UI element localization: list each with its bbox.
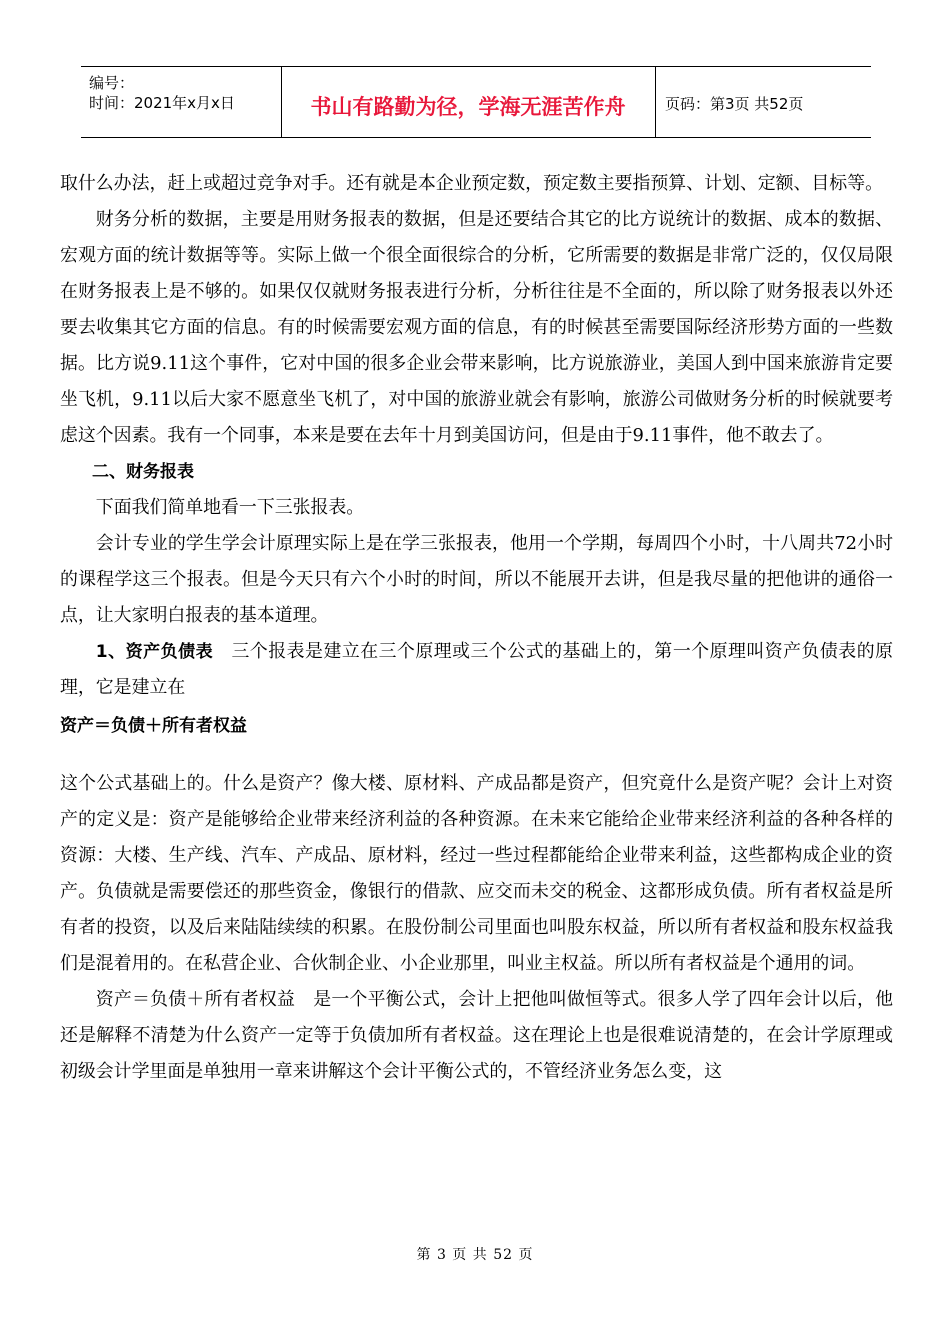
paragraph: 资产＝负债＋所有者权益 是一个平衡公式，会计上把他叫做恒等式。很多人学了四年会计以后，他还是解释不清楚为什么资产一定等于负债加所有者权益。这在理论上也是很难说清楚的，在会计学原理或初级会计学里面是单独用一章来讲解这个会计平衡公式的，不管经济业务怎么变，这 <box>60 989 893 1082</box>
number-label: 编号： <box>89 74 135 92</box>
header-divider <box>655 67 656 137</box>
header-motto: 书山有路勤为径，学海无涯苦作舟 <box>310 95 626 119</box>
paragraph: 取什么办法，赶上或超过竞争对手。还有就是本企业预定数，预定数主要指预算、计划、定额、目标等。 <box>60 173 883 194</box>
page-footer: 第 3 页 共 52 页 <box>416 1247 534 1263</box>
paragraph <box>60 634 893 706</box>
header-page-label: 页码：第3页 共52页 <box>665 95 804 113</box>
section-heading: 二、财务报表 <box>92 462 194 482</box>
paragraph: 这个公式基础上的。什么是资产？像大楼、原材料、产成品都是资产，但究竟什么是资产呢？会计上对资产的定义是：资产是能够给企业带来经济利益的各种资源。在未来它能给企业带来经济利益的各种各样的资源：大楼、生产线、汽车、产成品、原材料，经过一些过程都能给企业带来利益，这些都构成企业的资产。负债就是需要偿还的那些资金，像银行的借款、应交而未交的税金、这都形成负债。所有者权益是所有者的投资，以及后来陆陆续续的积累。在股份制公司里面也叫股东权益，所以所有者权益和股东权益我们是混着用的。在私营企业、合伙制企业、小企业那里，叫业主权益。所以所有者权益是个通用的词。 <box>60 773 893 974</box>
document-body <box>60 166 893 1090</box>
page-header <box>81 66 871 138</box>
time-label: 时间：2021年x月x日 <box>89 94 235 112</box>
formula: 资产＝负债＋所有者权益 <box>60 716 247 736</box>
paragraph: 会计专业的学生学会计原理实际上是在学三张报表，他用一个学期，每周四个小时，十八周共72小时的课程学这三个报表。但是今天只有六个小时的时间，所以不能展开去讲，但是我尽量的把他讲的通俗一点，让大家明白报表的基本道理。 <box>60 533 893 626</box>
paragraph-text: 三个报表是建立在三个原理或三个公式的基础上的，第一个原理叫资产负债表的原理，它是建立在 <box>60 641 893 698</box>
paragraph: 下面我们简单地看一下三张报表。 <box>95 497 365 518</box>
header-meta <box>89 73 235 113</box>
paragraph: 财务分析的数据，主要是用财务报表的数据，但是还要结合其它的比方说统计的数据、成本的数据、宏观方面的统计数据等等。实际上做一个很全面很综合的分析，它所需要的数据是非常广泛的，仅仅局限在财务报表上是不够的。如果仅仅就财务报表进行分析，分析往往是不全面的，所以除了财务报表以外还要去收集其它方面的信息。有的时候需要宏观方面的信息，有的时候甚至需要国际经济形势方面的一些数据。比方说9.11这个事件，它对中国的很多企业会带来影响，比方说旅游业，美国人到中国来旅游肯定要坐飞机，9.11以后大家不愿意坐飞机了，对中国的旅游业就会有影响，旅游公司做财务分析的时候就要考虑这个因素。我有一个同事，本来是要在去年十月到美国访问，但是由于9.11事件，他不敢去了。 <box>60 209 893 446</box>
subsection-heading: 1、资产负债表 <box>95 642 214 662</box>
